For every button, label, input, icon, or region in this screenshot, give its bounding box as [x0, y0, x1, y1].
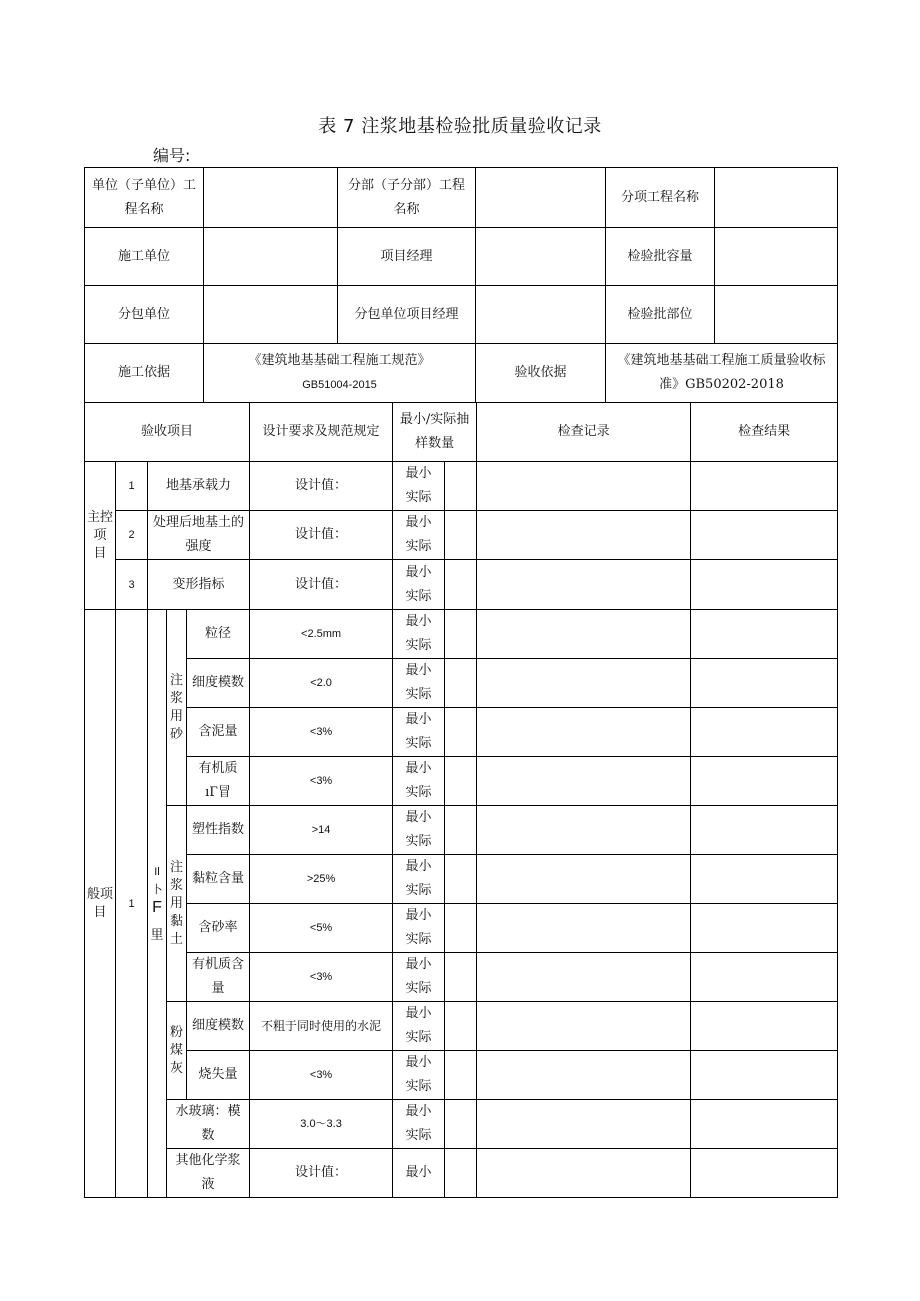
min-actual-label: 最小 实际	[393, 757, 445, 806]
min-actual-label: 最小 实际	[393, 953, 445, 1002]
sub-pm-value[interactable]	[476, 286, 606, 344]
header-result: 检查结果	[691, 403, 838, 462]
unit-name-label: 单位（子单位）工 程名称	[85, 168, 204, 228]
min-actual-label: 最小 实际	[393, 560, 445, 610]
item-sand-ratio: 含砂率	[187, 904, 250, 953]
check-record[interactable]	[477, 953, 691, 1002]
check-result[interactable]	[691, 1149, 838, 1198]
min-actual-label: 最小 实际	[393, 1100, 445, 1149]
sample-count[interactable]	[445, 659, 477, 708]
design-value: >14	[250, 806, 393, 855]
row-number: 1	[116, 462, 148, 511]
pm-value[interactable]	[476, 228, 606, 286]
sample-count[interactable]	[445, 855, 477, 904]
subcontractor-value[interactable]	[204, 286, 338, 344]
design-value: <2.0	[250, 659, 393, 708]
min-actual-label: 最小 实际	[393, 462, 445, 511]
sample-count[interactable]	[445, 806, 477, 855]
min-actual-label: 最小 实际	[393, 1051, 445, 1100]
info-table	[84, 167, 838, 403]
design-value: <3%	[250, 757, 393, 806]
check-result[interactable]	[691, 708, 838, 757]
division-name-value[interactable]	[476, 168, 606, 228]
design-value: >25%	[250, 855, 393, 904]
design-value: <5%	[250, 904, 393, 953]
check-record[interactable]	[477, 1051, 691, 1100]
design-value: <3%	[250, 708, 393, 757]
check-result[interactable]	[691, 511, 838, 560]
check-result[interactable]	[691, 904, 838, 953]
min-label: 最小	[393, 1149, 445, 1198]
item-fineness-modulus: 细度模数	[187, 1002, 250, 1051]
sample-count[interactable]	[445, 757, 477, 806]
item-bearing-capacity: 地基承载力	[148, 462, 250, 511]
material-group: Il 卜 F 里	[148, 610, 167, 1198]
sample-count[interactable]	[445, 610, 477, 659]
item-particle-size: 粒径	[187, 610, 250, 659]
check-record[interactable]	[477, 855, 691, 904]
check-result[interactable]	[691, 806, 838, 855]
check-result[interactable]	[691, 560, 838, 610]
min-actual-label: 最小 实际	[393, 610, 445, 659]
design-value: 设计值：	[250, 1149, 393, 1198]
item-loss-on-ignition: 烧失量	[187, 1051, 250, 1100]
min-actual-label: 最小 实际	[393, 1002, 445, 1051]
main-control-group: 主控 项 目	[85, 462, 116, 610]
accept-basis-value: 《建筑地基基础工程施工质量验收标 准》GB50202-2018	[606, 344, 838, 403]
check-record[interactable]	[477, 462, 691, 511]
design-value: 3.0～3.3	[250, 1100, 393, 1149]
design-value: <2.5mm	[250, 610, 393, 659]
sample-count[interactable]	[445, 1051, 477, 1100]
basis-label: 施工依据	[85, 344, 204, 403]
document-title: 表 7 注浆地基检验批质量验收记录	[318, 116, 602, 137]
grout-sand-group: 注 浆 用 砂	[167, 610, 187, 806]
capacity-label: 检验批容量	[606, 228, 715, 286]
design-value: <3%	[250, 1051, 393, 1100]
item-plasticity-index: 塑性指数	[187, 806, 250, 855]
item-organic-content: 有机质含 量	[187, 953, 250, 1002]
design-value: 设计值：	[250, 462, 393, 511]
check-result[interactable]	[691, 610, 838, 659]
min-actual-label: 最小 实际	[393, 511, 445, 560]
sub-pm-label: 分包单位项目经理	[338, 286, 476, 344]
inspection-table	[84, 402, 838, 1198]
check-result[interactable]	[691, 462, 838, 511]
check-record[interactable]	[477, 610, 691, 659]
check-record[interactable]	[477, 511, 691, 560]
item-name-label: 分项工程名称	[606, 168, 715, 228]
min-actual-label: 最小 实际	[393, 904, 445, 953]
flyash-group: 粉 煤 灰	[167, 1002, 187, 1100]
location-label: 检验批部位	[606, 286, 715, 344]
sample-count[interactable]	[445, 904, 477, 953]
check-record[interactable]	[477, 757, 691, 806]
check-result[interactable]	[691, 659, 838, 708]
item-fineness-modulus: 细度模数	[187, 659, 250, 708]
subcontractor-label: 分包单位	[85, 286, 204, 344]
constructor-label: 施工单位	[85, 228, 204, 286]
design-value: <3%	[250, 953, 393, 1002]
sample-count[interactable]	[445, 511, 477, 560]
check-record[interactable]	[477, 806, 691, 855]
division-name-label: 分部（子分部）工程 名称	[338, 168, 476, 228]
location-value[interactable]	[715, 286, 838, 344]
sample-count[interactable]	[445, 1149, 477, 1198]
check-result[interactable]	[691, 757, 838, 806]
design-value: 设计值：	[250, 560, 393, 610]
item-other-chemical-grout: 其他化学浆 液	[167, 1149, 250, 1198]
sample-count[interactable]	[445, 462, 477, 511]
check-result[interactable]	[691, 953, 838, 1002]
pm-label: 项目经理	[338, 228, 476, 286]
item-deformation: 变形指标	[148, 560, 250, 610]
check-result[interactable]	[691, 1100, 838, 1149]
sample-count[interactable]	[445, 953, 477, 1002]
code-label: 编号:	[153, 146, 191, 165]
sample-count[interactable]	[445, 560, 477, 610]
check-record[interactable]	[477, 560, 691, 610]
check-result[interactable]	[691, 1002, 838, 1051]
header-sample: 最小/实际抽 样数量	[393, 403, 477, 462]
item-organic-content: 有机质 ıГ冒	[187, 757, 250, 806]
grout-clay-group: 注 浆 用 黏 土	[167, 806, 187, 1002]
item-name-value[interactable]	[715, 168, 838, 228]
design-value: 设计值：	[250, 511, 393, 560]
check-record[interactable]	[477, 1100, 691, 1149]
unit-name-value[interactable]	[204, 168, 338, 228]
accept-basis-label: 验收依据	[476, 344, 606, 403]
check-record[interactable]	[477, 1149, 691, 1198]
item-mud-content: 含泥量	[187, 708, 250, 757]
row-number: 3	[116, 560, 148, 610]
min-actual-label: 最小 实际	[393, 708, 445, 757]
check-result[interactable]	[691, 1051, 838, 1100]
min-actual-label: 最小 实际	[393, 659, 445, 708]
item-water-glass-modulus: 水玻璃：模 数	[167, 1100, 250, 1149]
capacity-value[interactable]	[715, 228, 838, 286]
row-number: 2	[116, 511, 148, 560]
header-record: 检查记录	[477, 403, 691, 462]
row-number: 1	[116, 610, 148, 1198]
check-record[interactable]	[477, 659, 691, 708]
check-result[interactable]	[691, 855, 838, 904]
item-clay-content: 黏粒含量	[187, 855, 250, 904]
header-item: 验收项目	[85, 403, 250, 462]
basis-value: 《建筑地基基础工程施工规范》 GB51004-2015	[204, 344, 476, 403]
general-group: 般项 目	[85, 610, 116, 1198]
sample-count[interactable]	[445, 1100, 477, 1149]
constructor-value[interactable]	[204, 228, 338, 286]
check-record[interactable]	[477, 904, 691, 953]
check-record[interactable]	[477, 708, 691, 757]
item-soil-strength: 处理后地基土的 强度	[148, 511, 250, 560]
sample-count[interactable]	[445, 1002, 477, 1051]
min-actual-label: 最小 实际	[393, 806, 445, 855]
design-value: 不粗于同时使用的水泥	[250, 1002, 393, 1051]
min-actual-label: 最小 实际	[393, 855, 445, 904]
header-design: 设计要求及规范规定	[250, 403, 393, 462]
sample-count[interactable]	[445, 708, 477, 757]
check-record[interactable]	[477, 1002, 691, 1051]
